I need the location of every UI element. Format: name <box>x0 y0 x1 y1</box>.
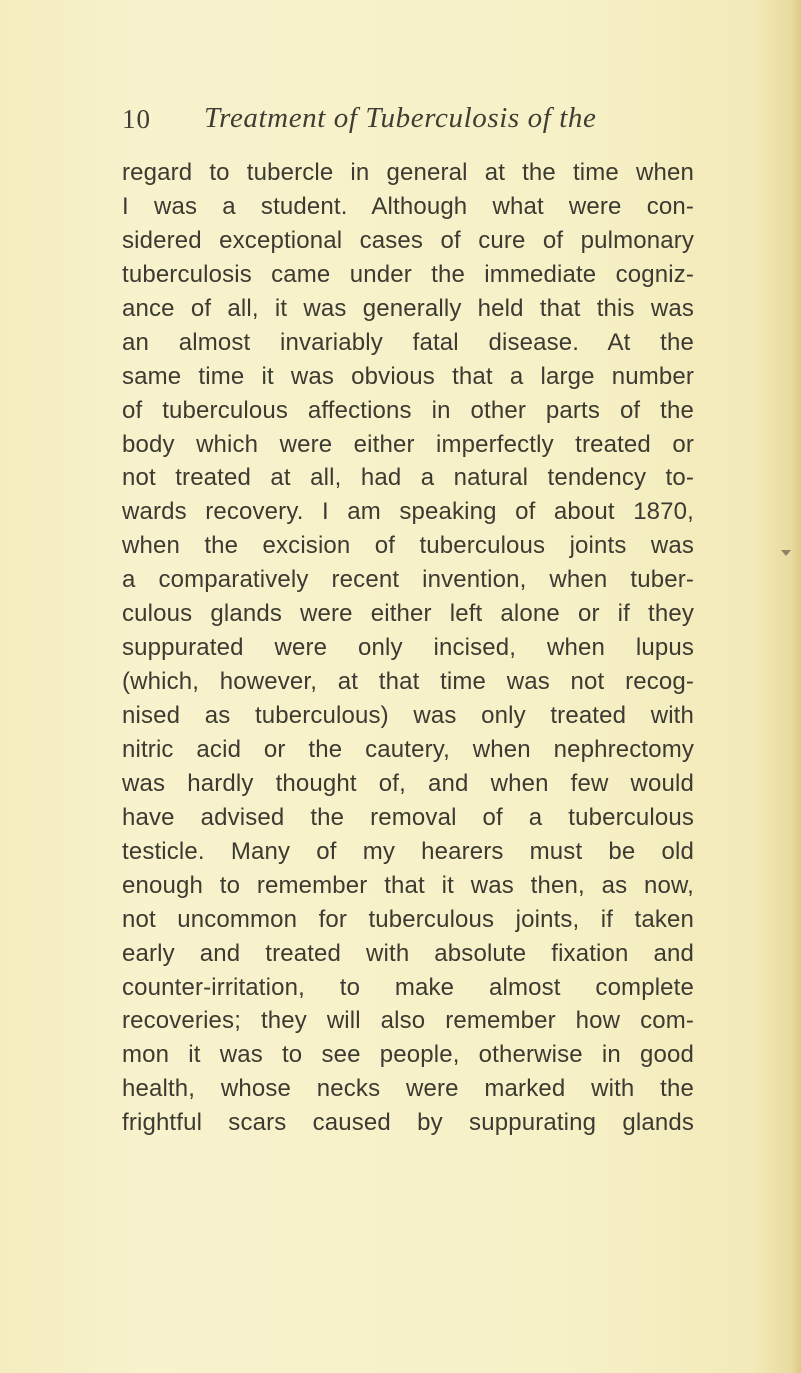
text-line: ance of all, it was generally held that this was <box>122 294 694 322</box>
text-line: (which, however, at that time was not recog- <box>122 668 694 696</box>
text-line: mon it was to see people, otherwise in good <box>122 1041 694 1069</box>
running-title: Treatment of Tuberculosis of the <box>204 102 597 134</box>
text-line: a comparatively recent invention, when tuber- <box>122 566 694 594</box>
text-line: body which were either imperfectly treated or <box>122 430 694 458</box>
text-line: I was a student. Although what were con- <box>122 192 694 220</box>
text-line: of tuberculous affections in other parts of the <box>122 396 694 424</box>
text-line: was hardly thought of, and when few would <box>122 769 694 797</box>
text-line: regard to tubercle in general at the time when <box>122 159 694 186</box>
text-line: nitric acid or the cautery, when nephrectomy <box>122 735 694 763</box>
text-line: same time it was obvious that a large number <box>122 362 694 390</box>
text-line: health, whose necks were marked with the <box>122 1075 694 1103</box>
text-line: tuberculosis came under the immediate cogniz- <box>122 260 694 288</box>
text-line: suppurated were only incised, when lupus <box>122 634 694 662</box>
text-line: have advised the removal of a tuberculous <box>122 803 694 831</box>
text-line: not treated at all, had a natural tendency to- <box>122 464 694 492</box>
running-header <box>122 102 642 142</box>
text-line: wards recovery. I am speaking of about 1870, <box>122 498 694 526</box>
text-line: nised as tuberculous) was only treated with <box>122 702 694 729</box>
text-line: counter-irritation, to make almost complete <box>122 973 694 1001</box>
text-line: an almost invariably fatal disease. At the <box>122 328 694 356</box>
text-line: when the excision of tuberculous joints was <box>122 532 694 560</box>
margin-mark <box>781 550 791 556</box>
text-line: testicle. Many of my hearers must be old <box>122 837 694 865</box>
page-number: 10 <box>122 104 151 134</box>
text-line: not uncommon for tuberculous joints, if taken <box>122 905 694 933</box>
text-line: early and treated with absolute fixation and <box>122 939 694 967</box>
body-text <box>122 156 694 1140</box>
text-line: recoveries; they will also remember how com- <box>122 1007 694 1035</box>
text-line: sidered exceptional cases of cure of pulmonary <box>122 226 694 254</box>
text-line: culous glands were either left alone or if they <box>122 600 694 628</box>
text-line: enough to remember that it was then, as now, <box>122 871 694 899</box>
text-line: frightful scars caused by suppurating glands <box>122 1109 694 1137</box>
page-edge-shadow <box>791 0 801 1373</box>
